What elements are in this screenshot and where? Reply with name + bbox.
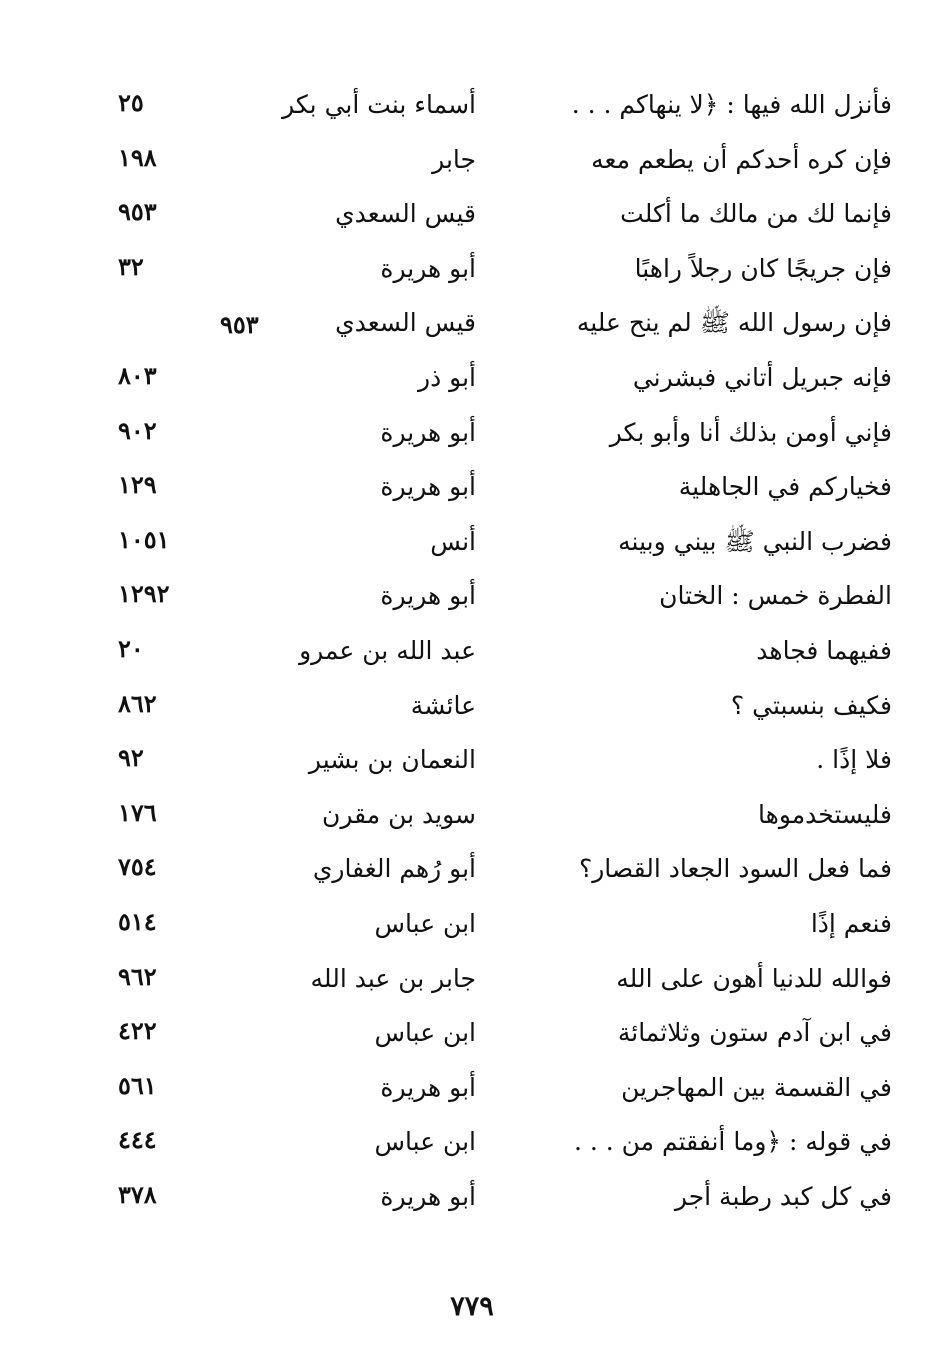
- hadith-text: فإن رسول الله ﷺ لم ينح عليه: [576, 308, 892, 338]
- index-row: [0, 515, 944, 570]
- narrator-name: النعمان بن بشير: [308, 745, 476, 775]
- hadith-text: ففيهما فجاهد: [756, 635, 892, 665]
- index-row: [0, 351, 944, 406]
- hadith-number: ٥١٤: [118, 906, 157, 936]
- index-row: [0, 788, 944, 843]
- index-row: [0, 1115, 944, 1170]
- hadith-number: ١٩٨: [118, 142, 157, 172]
- narrator-name: أبو هريرة: [380, 472, 476, 502]
- index-row: [0, 952, 944, 1007]
- index-row: [0, 242, 944, 297]
- hadith-text: فإني أومن بذلك أنا وأبو بكر: [609, 417, 892, 447]
- index-row: [0, 406, 944, 461]
- narrator-name: سويد بن مقرن: [321, 799, 476, 829]
- index-row: [0, 624, 944, 679]
- hadith-text: فوالله للدنيا أهون على الله: [616, 963, 892, 993]
- hadith-text: فخياركم في الجاهلية: [678, 472, 892, 502]
- hadith-number: ٥٦١: [118, 1070, 157, 1100]
- narrator-name: أنس: [430, 526, 476, 556]
- narrator-name: أبو هريرة: [380, 1181, 476, 1211]
- index-row: [0, 187, 944, 242]
- hadith-number: ١٧٦: [118, 797, 157, 827]
- index-row: [0, 133, 944, 188]
- hadith-text: فكيف بنسبتي ؟: [730, 690, 892, 720]
- narrator-name: ابن عباس: [374, 1127, 476, 1157]
- hadith-number: ٢٠: [118, 633, 144, 663]
- narrator-name: أبو ذر: [418, 362, 476, 392]
- index-row: [0, 679, 944, 734]
- hadith-number: ٩٥٣: [220, 310, 259, 340]
- narrator-name: جابر بن عبد الله: [310, 963, 476, 993]
- narrator-name: عبد الله بن عمرو: [299, 635, 476, 665]
- hadith-text: فإنه جبريل أتاني فبشرني: [632, 362, 892, 392]
- hadith-number: ٣٧٨: [118, 1179, 157, 1209]
- narrator-name: أبو هريرة: [380, 581, 476, 611]
- narrator-name: عائشة: [410, 690, 476, 720]
- narrator-name: أبو هريرة: [380, 1072, 476, 1102]
- narrator-name: أبو هريرة: [380, 253, 476, 283]
- hadith-text: فليستخدموها: [758, 799, 892, 829]
- hadith-text: في قوله : ﴿وما أنفقتم من . . .: [573, 1127, 892, 1157]
- index-row: [0, 569, 944, 624]
- index-row: [0, 733, 944, 788]
- narrator-name: أبو هريرة: [380, 417, 476, 447]
- narrator-name: أسماء بنت أبي بكر: [282, 90, 476, 119]
- hadith-number: ٣٢: [118, 251, 144, 281]
- index-row: [0, 897, 944, 952]
- index-row: [0, 78, 944, 133]
- hadith-text: الفطرة خمس : الختان: [659, 581, 892, 611]
- hadith-text: فإن كره أحدكم أن يطعم معه: [591, 144, 892, 174]
- hadith-number: ١٢٩: [118, 470, 157, 500]
- hadith-text: في ابن آدم ستون وثلاثمائة: [617, 1018, 892, 1048]
- hadith-number: ١٢٩٢: [118, 579, 170, 609]
- index-row: [0, 460, 944, 515]
- hadith-number: ٩٠٢: [118, 415, 157, 445]
- hadith-number: ٩٦٢: [118, 961, 157, 991]
- hadith-number: ٤٤٤: [118, 1125, 157, 1155]
- hadith-text: فإنما لك من مالك ما أكلت: [620, 199, 892, 229]
- hadith-number: ٨٠٣: [118, 360, 157, 390]
- narrator-name: ابن عباس: [374, 1018, 476, 1048]
- index-row: [0, 842, 944, 897]
- narrator-name: جابر: [432, 144, 476, 174]
- hadith-number: ٤٢٢: [118, 1016, 157, 1046]
- narrator-name: ابن عباس: [374, 908, 476, 938]
- hadith-number: ٧٥٤: [118, 852, 157, 882]
- hadith-text: فضرب النبي ﷺ بيني وبينه: [618, 526, 892, 556]
- hadith-number: ٢٥: [118, 88, 144, 117]
- narrator-name: قيس السعدي: [335, 308, 476, 338]
- hadith-text: فنعم إذًا: [810, 908, 892, 938]
- narrator-name: أبو رُهم الغفاري: [312, 854, 476, 884]
- hadith-text: فإن جريجًا كان رجلاً راهبًا: [634, 253, 892, 283]
- hadith-text: في كل كبد رطبة أجر: [674, 1181, 892, 1211]
- hadith-number: ٩٥٣: [118, 197, 157, 227]
- index-row: [0, 1061, 944, 1116]
- page-number: ٧٧٩: [450, 1291, 494, 1322]
- hadith-index-table: [0, 78, 944, 1224]
- hadith-text: فلا إذًا .: [816, 745, 892, 775]
- hadith-text: فأنزل الله فيها : ﴿لا ينهاكم . . .: [571, 90, 892, 119]
- hadith-text: في القسمة بين المهاجرين: [621, 1072, 892, 1102]
- hadith-number: ٩٢: [118, 743, 144, 773]
- narrator-name: قيس السعدي: [335, 199, 476, 229]
- index-row: [0, 1170, 944, 1225]
- hadith-number: ٨٦٢: [118, 688, 157, 718]
- hadith-number: ١٠٥١: [118, 524, 170, 554]
- index-row: [0, 296, 944, 351]
- hadith-text: فما فعل السود الجعاد القصار؟: [578, 854, 892, 884]
- index-row: [0, 1006, 944, 1061]
